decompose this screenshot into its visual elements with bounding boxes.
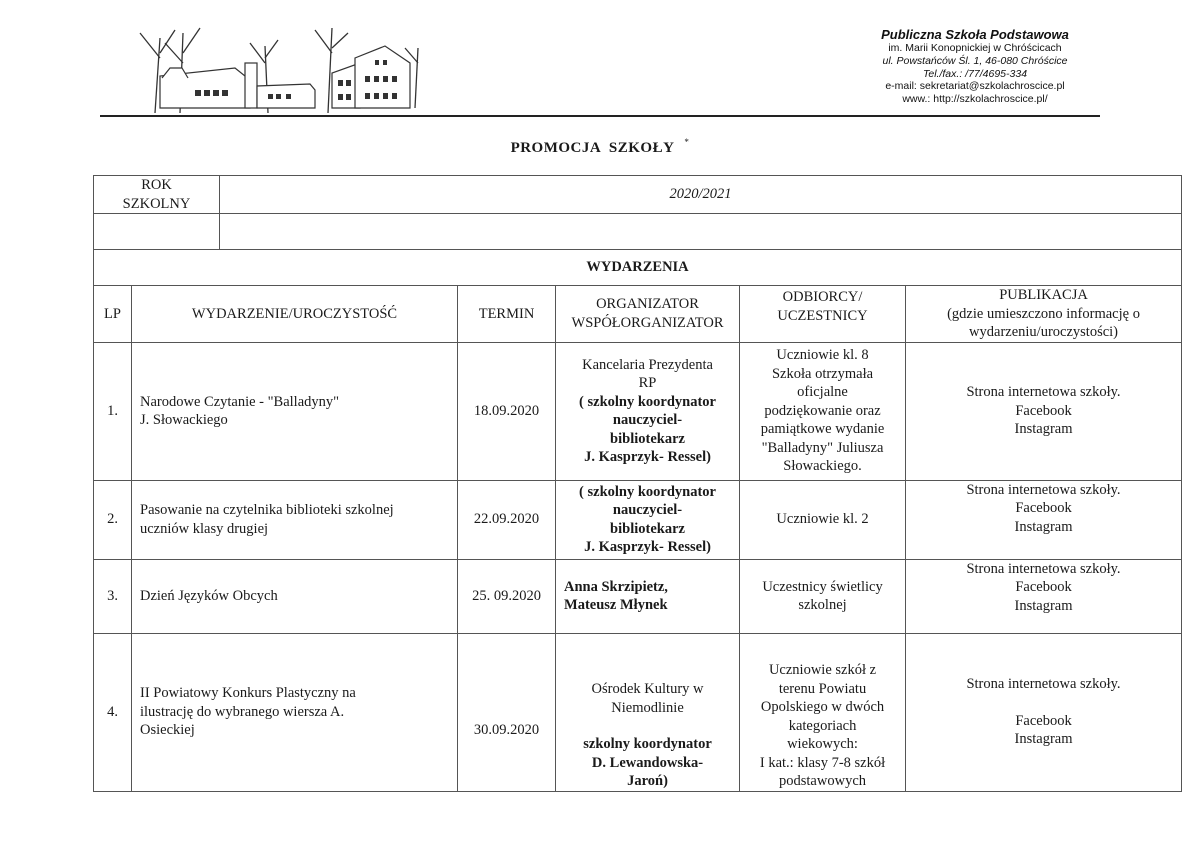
event-line: uczniów klasy drugiej — [140, 520, 269, 537]
row-lp: 2. — [94, 480, 132, 559]
organizer-line: Niemodlinie — [611, 699, 684, 716]
school-year-label-line: SZKOLNY — [122, 195, 191, 212]
organizer-line: bibliotekarz — [610, 430, 685, 447]
school-building-sketch-logo — [100, 18, 430, 118]
col-header-event: WYDARZENIE/UROCZYSTOŚĆ — [132, 286, 458, 343]
participants-line: kategoriach — [788, 717, 857, 734]
row-publication — [906, 633, 1182, 791]
organizer-line: Ośrodek Kultury w — [591, 681, 704, 697]
event-line: II Powiatowy Konkurs Plastyczny na — [140, 685, 356, 702]
school-contact-block — [862, 27, 1088, 106]
school-year-label — [94, 176, 220, 214]
empty-cell — [94, 214, 220, 250]
event-line: Dzień Języków Obcych — [140, 587, 278, 604]
school-name: Publiczna Szkoła Podstawowa — [881, 27, 1069, 42]
school-year-label-line: ROK — [141, 177, 172, 193]
row-date: 25. 09.2020 — [458, 559, 556, 633]
participants-line: Uczniowie szkół z — [768, 662, 877, 678]
publication-line: Instagram — [1014, 597, 1073, 614]
organizer-line: bibliotekarz — [610, 520, 685, 537]
row-publication — [906, 559, 1182, 633]
school-patron: im. Marii Konopnickiej w Chróścicach — [888, 42, 1062, 54]
row-lp: 3. — [94, 559, 132, 633]
document-title — [0, 137, 1200, 157]
event-line: Pasowanie na czytelnika biblioteki szkolnej — [140, 502, 394, 518]
publication-line: Strona internetowa szkoły. — [966, 481, 1121, 498]
publication-line: Strona internetowa szkoły. — [966, 384, 1121, 401]
publication-line: Instagram — [1014, 731, 1073, 748]
publication-line: Facebook — [1015, 500, 1072, 516]
publication-line: Facebook — [1015, 402, 1072, 419]
footnote-mark: * — [684, 137, 690, 147]
participants-line: Uczestnicy świetlicy — [762, 578, 883, 595]
row-organizer — [556, 480, 740, 559]
event-line: J. Słowackiego — [140, 412, 228, 428]
event-line: Osieckiej — [140, 722, 195, 739]
row-date: 18.09.2020 — [458, 342, 556, 480]
participants-line: szkolnej — [798, 597, 847, 613]
row-publication — [906, 342, 1182, 480]
row-participants — [740, 480, 906, 559]
row-event — [132, 480, 458, 559]
organizer-line: Anna Skrzipietz, — [564, 578, 668, 595]
empty-cell — [220, 214, 1182, 250]
publication-line: Facebook — [1015, 712, 1072, 729]
school-year-value: 2020/2021 — [220, 176, 1182, 214]
row-organizer — [556, 559, 740, 633]
organizer-line: J. Kasprzyk- Ressel) — [584, 539, 711, 555]
document-title-text: PROMOCJA SZKOŁY — [510, 140, 675, 156]
row-event — [132, 559, 458, 633]
publication-line: Instagram — [1014, 421, 1073, 438]
publication-line: Strona internetowa szkoły. — [966, 560, 1121, 577]
col-header-line: ORGANIZATOR — [596, 296, 699, 313]
row-organizer — [556, 342, 740, 480]
row-event — [132, 342, 458, 480]
col-header-line: ODBIORCY/ — [782, 289, 863, 305]
event-line: ilustrację do wybranego wiersza A. — [140, 703, 345, 720]
section-row — [94, 250, 1182, 286]
school-year-row — [94, 176, 1182, 214]
col-header-line: wydarzeniu/uroczystości) — [969, 324, 1119, 340]
participants-line: Uczniowie kl. 8 — [776, 347, 869, 364]
publication-line: Instagram — [1014, 518, 1073, 535]
col-header-participants — [740, 286, 906, 343]
participants-line: "Balladyny" Juliusza — [761, 439, 884, 456]
organizer-line: nauczyciel- — [612, 502, 683, 518]
organizer-line: szkolny koordynator — [583, 736, 712, 752]
col-header-line: UCZESTNICY — [777, 307, 868, 324]
table-row — [94, 480, 1182, 559]
row-lp: 4. — [94, 633, 132, 791]
school-phone: Tel./fax.: /77/4695-334 — [922, 67, 1028, 80]
organizer-line: Kancelaria Prezydenta — [582, 356, 713, 373]
table-row — [94, 633, 1182, 791]
letterhead-rule — [100, 115, 1100, 117]
school-website[interactable]: www.: http://szkolachroscice.pl/ — [902, 93, 1048, 106]
participants-line: oficjalne — [797, 384, 848, 401]
row-organizer — [556, 633, 740, 791]
col-header-line: (gdzie umieszczono informację o — [947, 305, 1140, 322]
participants-line: Szkoła otrzymała — [771, 365, 874, 382]
column-header-row — [94, 286, 1182, 343]
col-header-line: WSPÓŁORGANIZATOR — [571, 314, 724, 331]
participants-line: I kat.: klasy 7-8 szkół — [759, 754, 886, 771]
col-header-line: PUBLIKACJA — [999, 287, 1088, 303]
participants-line: Uczniowie kl. 2 — [776, 511, 869, 528]
event-line: Narodowe Czytanie - "Balladyny" — [140, 393, 340, 410]
organizer-line: J. Kasprzyk- Ressel) — [584, 449, 711, 465]
events-table — [93, 175, 1182, 792]
organizer-line: ( szkolny koordynator — [579, 393, 716, 410]
participants-line: wiekowych: — [787, 736, 858, 752]
table-row — [94, 559, 1182, 633]
participants-line: terenu Powiatu — [778, 680, 867, 697]
row-lp: 1. — [94, 342, 132, 480]
participants-line: Słowackiego. — [783, 458, 862, 475]
row-publication — [906, 480, 1182, 559]
school-email[interactable]: e-mail: sekretariat@szkolachroscice.pl — [885, 80, 1065, 93]
section-title: WYDARZENIA — [94, 250, 1182, 286]
publication-line: Strona internetowa szkoły. — [966, 676, 1121, 693]
col-header-date: TERMIN — [458, 286, 556, 343]
empty-row — [94, 214, 1182, 250]
school-address: ul. Powstańców Śl. 1, 46-080 Chróścice — [882, 54, 1068, 67]
participants-line: Opolskiego w dwóch — [760, 699, 885, 715]
col-header-lp: LP — [94, 286, 132, 343]
row-participants — [740, 342, 906, 480]
participants-line: podziękowanie oraz — [764, 402, 881, 419]
col-header-publication — [906, 286, 1182, 343]
participants-line: pamiątkowe wydanie — [760, 421, 885, 438]
organizer-line: RP — [638, 375, 657, 391]
organizer-line: Mateusz Młynek — [564, 597, 668, 613]
organizer-line: ( szkolny koordynator — [579, 483, 716, 500]
organizer-line: nauczyciel- — [612, 412, 683, 428]
row-date: 30.09.2020 — [458, 633, 556, 791]
col-header-organizer — [556, 286, 740, 343]
row-date: 22.09.2020 — [458, 480, 556, 559]
publication-line: Facebook — [1015, 579, 1072, 595]
organizer-line: D. Lewandowska- — [591, 754, 704, 771]
row-participants — [740, 633, 906, 791]
row-participants — [740, 559, 906, 633]
row-event — [132, 633, 458, 791]
table-row — [94, 342, 1182, 480]
participants-line: podstawowych — [779, 773, 867, 789]
organizer-line: Jaroń) — [627, 773, 668, 789]
